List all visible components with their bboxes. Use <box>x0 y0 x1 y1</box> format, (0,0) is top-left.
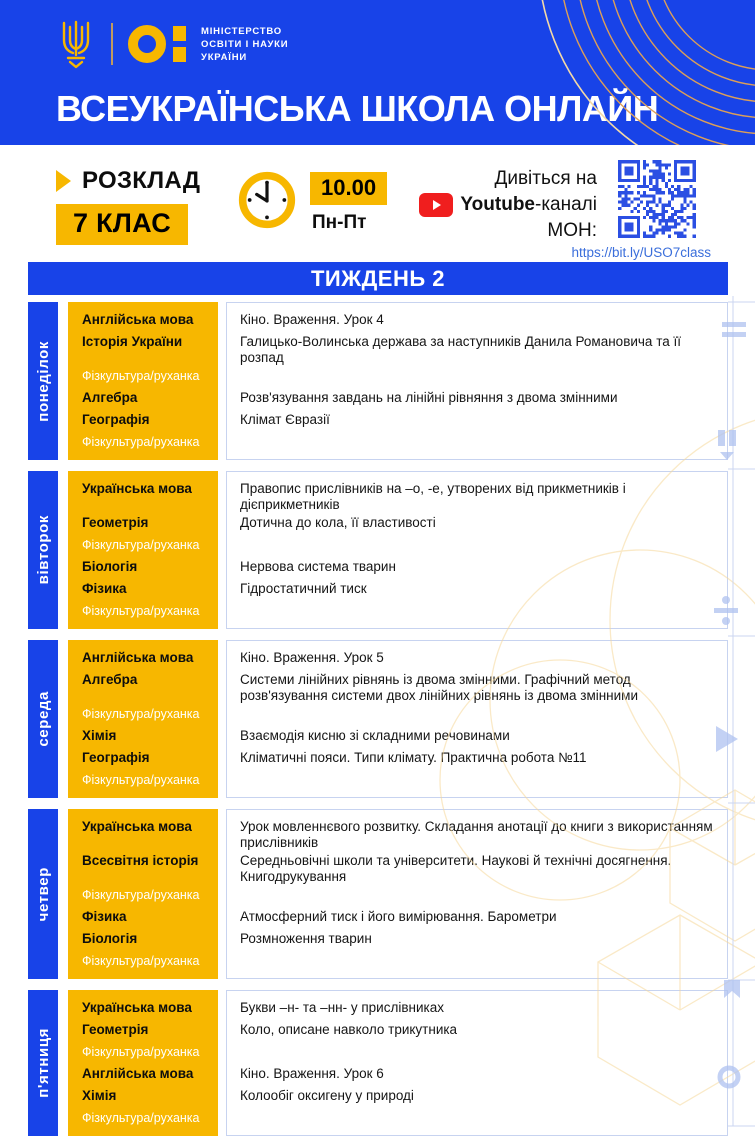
topic-text <box>226 432 728 454</box>
day-label: четвер <box>28 809 58 979</box>
topic-text <box>226 704 728 726</box>
grid-line-decoration <box>728 296 755 1126</box>
subject-label: Алгебра <box>82 390 138 405</box>
activity-label: Фізкультура/руханка <box>82 538 200 552</box>
mon-logo-icon <box>128 25 186 63</box>
activity-label: Фізкультура/руханка <box>82 773 200 787</box>
brand-row <box>56 18 288 70</box>
topic-text: Розмноження тварин <box>240 931 372 946</box>
brand-divider <box>111 23 113 65</box>
time-badge: 10.00 <box>310 172 387 205</box>
watch-line-2: Youtube-каналі <box>419 192 597 218</box>
topic-text <box>226 1042 728 1064</box>
topic-text <box>226 1108 728 1130</box>
grade-badge: 7 КЛАС <box>56 204 188 245</box>
topic-text: Кіно. Враження. Урок 5 <box>240 650 384 665</box>
day-label: п'ятниця <box>28 990 58 1136</box>
topic-text <box>226 535 728 557</box>
topic-text: Кіно. Враження. Урок 6 <box>240 1066 384 1081</box>
youtube-channel-link[interactable]: https://bit.ly/USO7class <box>571 245 711 260</box>
subject-label: Алгебра <box>82 672 138 687</box>
subject-label: Всесвітня історія <box>82 853 199 868</box>
day-block <box>28 990 728 1136</box>
schedule-label: РОЗКЛАД <box>82 167 201 194</box>
topic-text <box>226 366 728 388</box>
activity-label: Фізкультура/руханка <box>82 954 200 968</box>
qr-code <box>612 154 702 244</box>
subject-label: Хімія <box>82 728 117 743</box>
topic-text <box>226 885 728 907</box>
topic-text: Коло, описане навколо трикутника <box>240 1022 458 1037</box>
subject-label: Геометрія <box>82 515 149 530</box>
day-block <box>28 809 728 979</box>
watch-line-1: Дивіться на <box>494 168 597 189</box>
subject-label: Геометрія <box>82 1022 149 1037</box>
topic-text <box>226 951 728 973</box>
trident-icon <box>56 18 96 70</box>
topic-text: Системи лінійних рівнянь із двома змінними. Графічний метод розв'язування системи двох лінійних рівнянь із двома змінними <box>240 672 638 703</box>
mon-colon <box>173 26 186 62</box>
subject-label: Географія <box>82 412 150 427</box>
subject-label: Українська мова <box>82 819 192 834</box>
page-title: ВСЕУКРАЇНСЬКА ШКОЛА ОНЛАЙН <box>56 88 659 129</box>
topic-text: Кліматичні пояси. Типи клімату. Практична робота №11 <box>240 750 587 765</box>
topic-text <box>226 601 728 623</box>
watch-line-3: МОН: <box>547 220 597 241</box>
youtube-play-icon <box>419 193 453 217</box>
subject-label: Англійська мова <box>82 1066 194 1081</box>
activity-label: Фізкультура/руханка <box>82 435 200 449</box>
subject-label: Фізика <box>82 581 127 596</box>
topic-text: Нервова система тварин <box>240 559 396 574</box>
days-range-label: Пн-Пт <box>312 212 367 233</box>
topic-text <box>226 770 728 792</box>
topic-text: Галицько-Волинська держава за наступників Данила Романовича та її розпад <box>240 334 681 365</box>
topic-text: Середньовічні школи та університети. Наукові й технічні досягнення. Книгодрукування <box>240 853 672 884</box>
day-block <box>28 302 728 460</box>
ministry-name: МІНІСТЕРСТВО ОСВІТИ І НАУКИ УКРАЇНИ <box>201 25 289 63</box>
topic-text: Розв'язування завдань на лінійні рівняння з двома змінними <box>240 390 618 405</box>
subject-label: Географія <box>82 750 150 765</box>
subject-label: Українська мова <box>82 481 192 496</box>
day-block <box>28 640 728 798</box>
clock-icon <box>237 170 297 230</box>
subject-label: Українська мова <box>82 1000 192 1015</box>
day-label: вівторок <box>28 471 58 629</box>
topic-text: Кіно. Враження. Урок 4 <box>240 312 384 327</box>
week-header: ТИЖДЕНЬ 2 <box>28 262 728 295</box>
youtube-caption <box>419 166 597 244</box>
subject-label: Хімія <box>82 1088 117 1103</box>
topic-text: Атмосферний тиск і його вимірювання. Барометри <box>240 909 557 924</box>
schedule-group <box>56 167 200 245</box>
schedule-table <box>28 302 728 1137</box>
info-band <box>0 145 755 262</box>
topic-text: Взаємодія кисню зі складними речовинами <box>240 728 510 743</box>
subject-label: Біологія <box>82 931 138 946</box>
mon-ring <box>128 25 166 63</box>
topic-text: Букви –н- та –нн- у прислівниках <box>240 1000 444 1015</box>
subject-label: Англійська мова <box>82 312 194 327</box>
day-label: середа <box>28 640 58 798</box>
activity-label: Фізкультура/руханка <box>82 888 200 902</box>
day-block <box>28 471 728 629</box>
time-group <box>237 170 387 234</box>
activity-label: Фізкультура/руханка <box>82 707 200 721</box>
subject-label: Історія України <box>82 334 183 349</box>
header-banner <box>0 0 755 145</box>
activity-label: Фізкультура/руханка <box>82 1045 200 1059</box>
activity-label: Фізкультура/руханка <box>82 1111 200 1125</box>
activity-label: Фізкультура/руханка <box>82 369 200 383</box>
subject-label: Англійська мова <box>82 650 194 665</box>
chevron-icon <box>56 170 71 192</box>
topic-text: Правопис прислівників на –о, -е, утворених від прикметників і дієприкметників <box>240 481 626 512</box>
topic-text: Дотична до кола, її властивості <box>240 515 436 530</box>
activity-label: Фізкультура/руханка <box>82 604 200 618</box>
subject-label: Біологія <box>82 559 138 574</box>
topic-text: Клімат Євразії <box>240 412 330 427</box>
subject-label: Фізика <box>82 909 127 924</box>
topic-text: Колообіг оксигену у природі <box>240 1088 414 1103</box>
topic-text: Урок мовленнєвого розвитку. Складання анотації до книги з використанням прислівників <box>240 819 713 850</box>
topic-text: Гідростатичний тиск <box>240 581 367 596</box>
day-label: понеділок <box>28 302 58 460</box>
